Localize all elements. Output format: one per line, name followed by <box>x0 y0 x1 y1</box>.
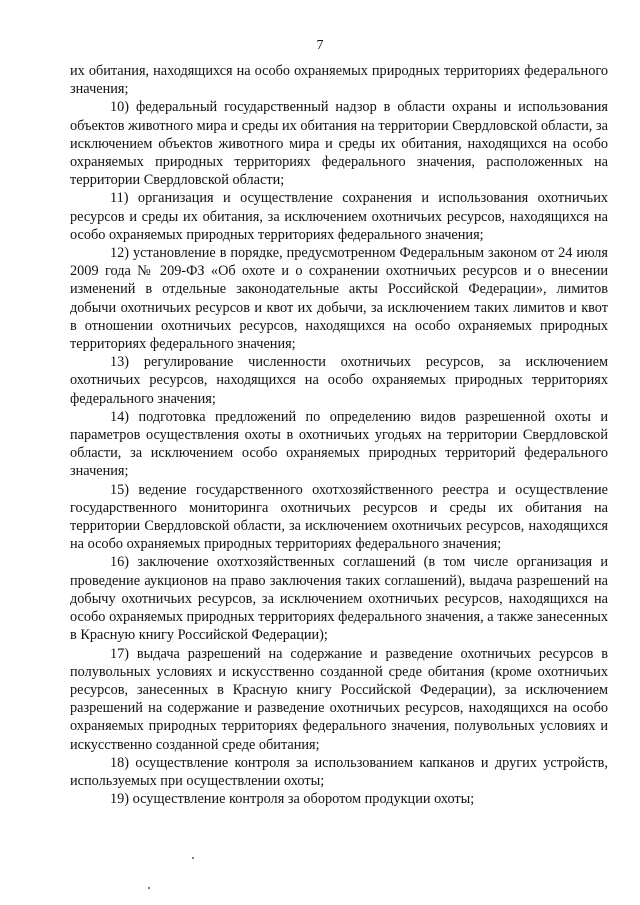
paragraph-item-11: 11) организация и осуществление сохранения и использования охотничьих ресурсов и среды их обитания, за исключением охотничьих ресурсов, находящихся на особо охраняемых природных территориях федерального значения; <box>70 190 608 243</box>
paragraph-item-14: 14) подготовка предложений по определению видов разрешенной охоты и параметров осуществления охоты в охотничьих угодьях на территории Свердловской области, за исключением особо охраняемых природных территорий федерального значения; <box>70 408 608 480</box>
page-number: 7 <box>316 38 324 53</box>
paragraph-item-18: 18) осуществление контроля за использованием капканов и других устройств, используемых при осуществлении охоты; <box>70 754 608 789</box>
scan-artifact-dot <box>192 857 194 859</box>
paragraph-item-15: 15) ведение государственного охотхозяйственного реестра и осуществление государственного мониторинга охотничьих ресурсов и среды их обитания на территории Свердловской области, за исключением охотничьих ресурсов, находящихся на особо охраняемых природных территориях федерального значения; <box>70 481 608 553</box>
paragraph-item-13: 13) регулирование численности охотничьих ресурсов, за исключением охотничьих ресурсов, находящихся на особо охраняемых природных территориях федерального значения; <box>70 354 608 407</box>
paragraph-item-17: 17) выдача разрешений на содержание и разведение охотничьих ресурсов в полувольных условиях и искусственно созданной среде обитания (кроме охотничьих ресурсов, занесенных в Красную книгу Российской Федерации), за исключением разрешений на содержание и разведение охотничьих ресурсов, находящихся на особо охраняемых природных территориях федерального значения, полувольных условиях и искусственно созданной среде обитания; <box>70 645 608 753</box>
paragraph-item-16: 16) заключение охотхозяйственных соглашений (в том числе организация и проведение аукционов на право заключения таких соглашений), выдача разрешений на добычу охотничьих ресурсов, за исключением охотничьих ресурсов, находящихся на особо охраняемых природных территориях федерального значения, а также занесенных в Красную книгу Российской Федерации); <box>70 554 608 644</box>
paragraph-continuation: их обитания, находящихся на особо охраняемых природных территориях федерального значения; <box>70 63 608 98</box>
document-body <box>70 62 608 808</box>
paragraph-item-12: 12) установление в порядке, предусмотренном Федеральным законом от 24 июля 2009 года № 209-ФЗ «Об охоте и о сохранении охотничьих ресурсов и о внесении изменений в отдельные законодательные акты Российской Федерации», лимитов добычи охотничьих ресурсов и квот их добычи, за исключением таких лимитов и квот в отношении охотничьих ресурсов, находящихся на особо охраняемых природных территориях федерального значения; <box>70 245 608 353</box>
scan-artifact-dot <box>148 887 150 889</box>
paragraph-item-19: 19) осуществление контроля за оборотом продукции охоты; <box>110 791 475 808</box>
paragraph-item-10: 10) федеральный государственный надзор в области охраны и использования объектов животного мира и среды их обитания на территории Свердловской области, за исключением объектов животного мира и среды их обитания, находящихся на особо охраняемых природных территориях федерального значения, расположенных на территории Свердловской области; <box>70 99 608 189</box>
